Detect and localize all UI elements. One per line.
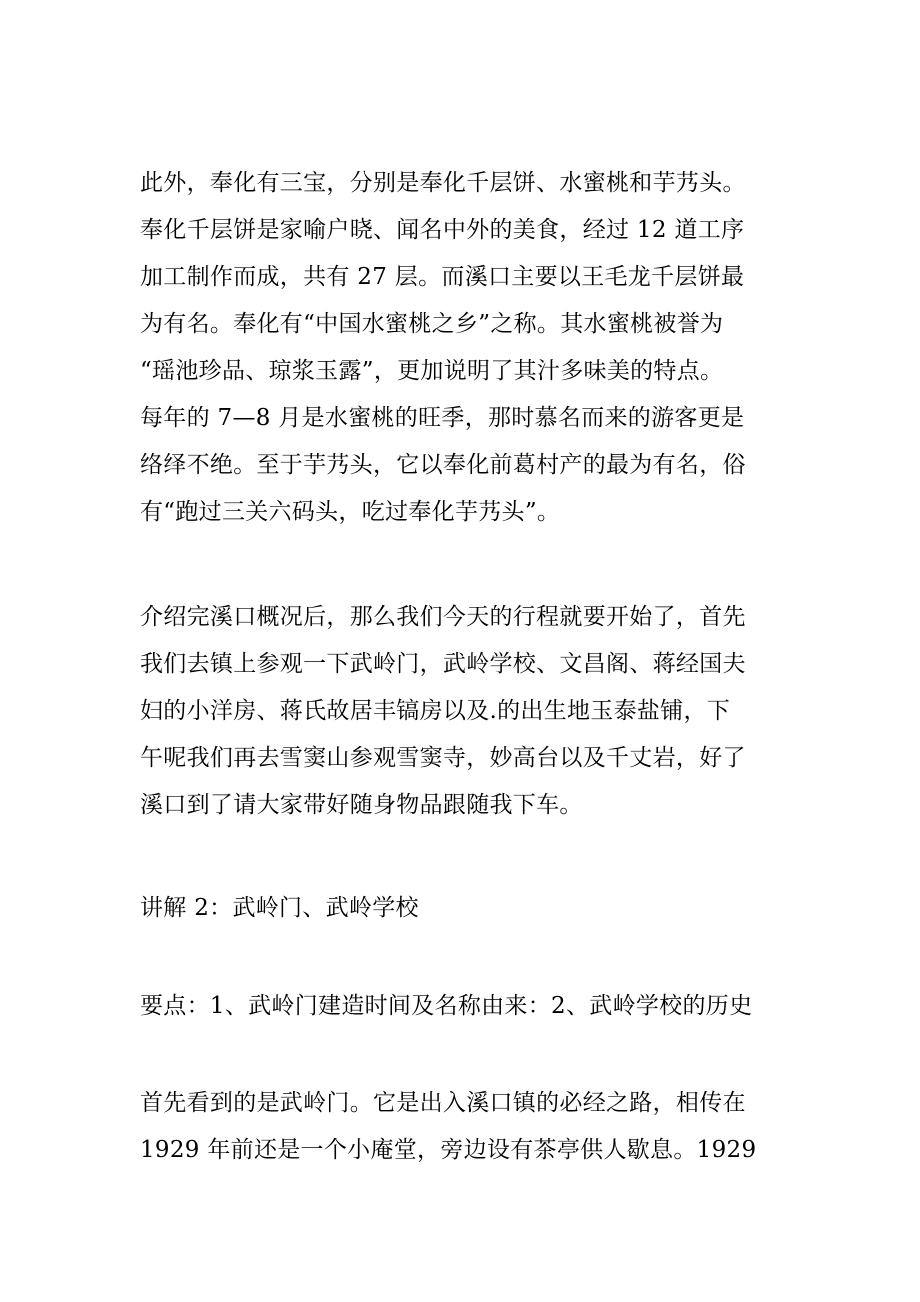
text-line: 午呢我们再去雪窦山参观雪窦寺，妙高台以及千丈岩，好了 — [140, 745, 746, 771]
text-line: 加工制作而成，共有 27 层。而溪口主要以王毛龙千层饼最 — [140, 264, 745, 290]
paragraph-sanbao — [140, 160, 790, 536]
text-line: 首先看到的是武岭门。它是出入溪口镇的必经之路，相传在 — [140, 1090, 746, 1116]
text-line: 为有名。奉化有“中国水蜜桃之乡”之称。其水蜜桃被誉为 — [140, 311, 724, 337]
heading-line: 讲解 2：武岭门、武岭学校 — [140, 895, 419, 921]
text-line: 妇的小洋房、蒋氏故居丰镐房以及.的出生地玉泰盐铺，下 — [140, 698, 731, 724]
text-line: 络绎不绝。至于芋艿头，它以奉化前葛村产的最为有名，俗 — [140, 452, 746, 478]
paragraph-wulingmen — [140, 1080, 790, 1174]
text-line: 1929 年前还是一个小庵堂，旁边设有茶亭供人歇息。1929 — [140, 1137, 757, 1163]
text-line: 有“跑过三关六码头，吃过奉化芋艿头”。 — [140, 499, 561, 525]
text-line: “瑶池珍品、琼浆玉露”，更加说明了其汁多味美的特点。 — [140, 358, 724, 384]
text-line: 我们去镇上参观一下武岭门，武岭学校、文昌阁、蒋经国夫 — [140, 651, 746, 677]
text-line: 每年的 7—8 月是水蜜桃的旺季，那时慕名而来的游客更是 — [140, 405, 745, 431]
text-line: 介绍完溪口概况后，那么我们今天的行程就要开始了，首先 — [140, 604, 746, 630]
text-line: 奉化千层饼是家喻户晓、闻名中外的美食，经过 12 道工序 — [140, 217, 745, 243]
text-line: 要点：1、武岭门建造时间及名称由来：2、武岭学校的历史 — [140, 993, 753, 1019]
paragraph-itinerary — [140, 594, 790, 829]
text-line: 此外，奉化有三宝，分别是奉化千层饼、水蜜桃和芋艿头。 — [140, 170, 746, 196]
section-heading — [140, 885, 790, 932]
key-points — [140, 983, 790, 1030]
text-line: 溪口到了请大家带好随身物品跟随我下车。 — [140, 792, 583, 818]
